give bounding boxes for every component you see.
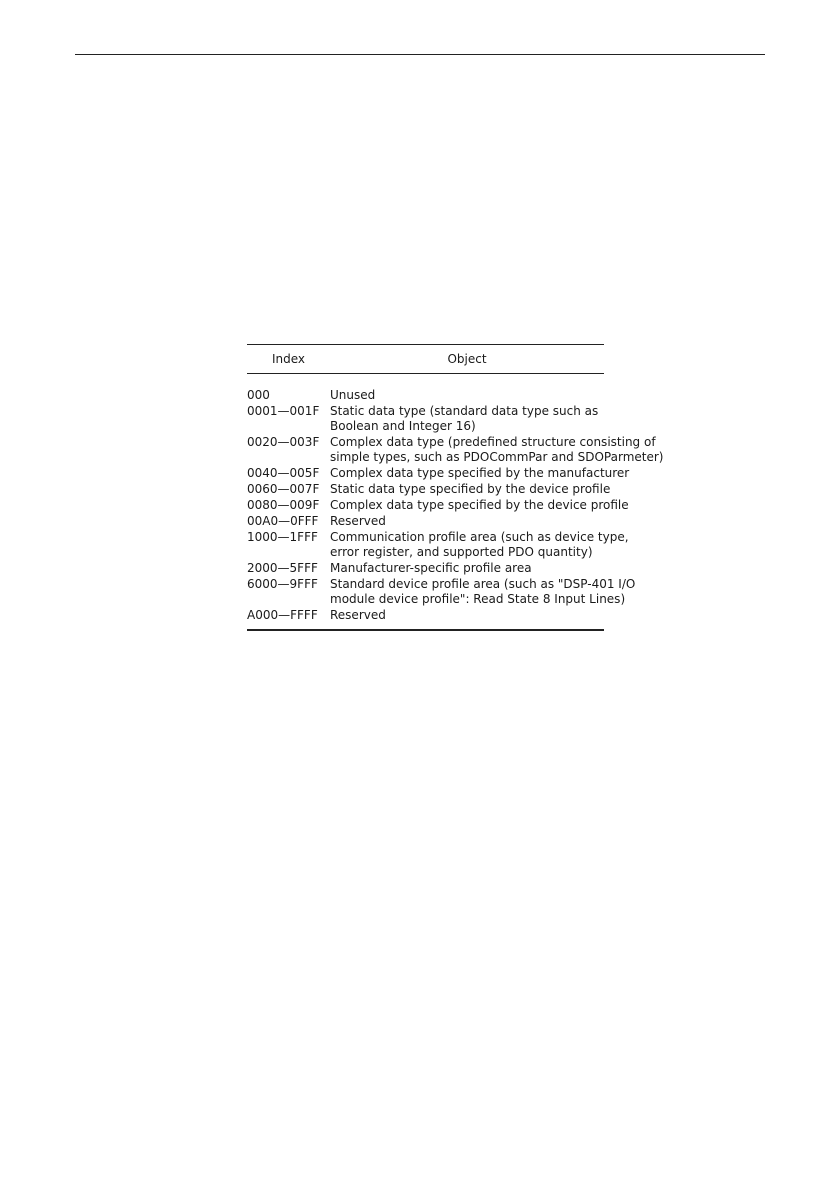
cell-index: 0080—009F <box>247 498 320 512</box>
cell-index: 0001—001F <box>247 404 320 418</box>
cell-object <box>330 482 610 497</box>
cell-object <box>330 530 629 560</box>
table-row <box>247 530 629 560</box>
table-body <box>247 374 664 623</box>
table-row <box>247 435 664 465</box>
cell-object <box>330 435 663 465</box>
cell-object-line: error register, and supported PDO quantity) <box>330 545 593 559</box>
cell-index: 0020—003F <box>247 435 320 449</box>
cell-object <box>330 514 604 529</box>
table-row <box>247 404 604 434</box>
table-header <box>247 345 604 374</box>
cell-index: 2000—5FFF <box>247 561 318 575</box>
cell-index: 0060—007F <box>247 482 320 496</box>
cell-object <box>330 608 604 623</box>
cell-object-line: Manufacturer-specific profile area <box>330 561 532 575</box>
table-row <box>247 388 604 403</box>
table-row <box>247 482 611 497</box>
header-rule <box>75 54 765 55</box>
cell-object <box>330 577 635 607</box>
cell-object <box>330 561 604 576</box>
cell-index: A000—FFFF <box>247 608 318 622</box>
column-header-object: Object <box>447 352 487 366</box>
cell-index: 00A0—0FFF <box>247 514 319 528</box>
table-row <box>247 577 636 607</box>
cell-object-line: simple types, such as PDOCommPar and SDOParmeter) <box>330 450 664 464</box>
table-row <box>247 498 629 513</box>
table-row <box>247 561 604 576</box>
table-row <box>247 466 630 481</box>
cell-object-line: Communication profile area (such as device type, <box>330 530 629 544</box>
cell-object-line: Complex data type specified by the manufacturer <box>330 466 630 480</box>
cell-object-line: Unused <box>330 388 376 402</box>
cell-object-line: Reserved <box>330 514 386 528</box>
cell-object <box>330 466 629 481</box>
cell-object-line: Boolean and Integer 16) <box>330 419 476 433</box>
cell-object-line: Standard device profile area (such as "DSP-401 I/O <box>330 577 636 591</box>
column-header-index: Index <box>271 352 306 366</box>
cell-object-line: Static data type specified by the device profile <box>330 482 611 496</box>
cell-object-line: Complex data type (predefined structure consisting of <box>330 435 656 449</box>
cell-index: 0040—005F <box>247 466 320 480</box>
object-dictionary-table <box>247 344 664 631</box>
table-row <box>247 514 604 529</box>
table-row <box>247 608 604 623</box>
cell-object <box>330 498 629 513</box>
cell-object-line: Reserved <box>330 608 386 622</box>
cell-object-line: module device profile": Read State 8 Input Lines) <box>330 592 626 606</box>
cell-object <box>330 388 604 403</box>
cell-object-line: Static data type (standard data type such as <box>330 404 599 418</box>
cell-object <box>330 404 604 434</box>
cell-object-line: Complex data type specified by the device profile <box>330 498 629 512</box>
cell-index: 6000—9FFF <box>247 577 318 591</box>
cell-index: 1000—1FFF <box>247 530 318 544</box>
cell-index: 000 <box>247 388 270 402</box>
